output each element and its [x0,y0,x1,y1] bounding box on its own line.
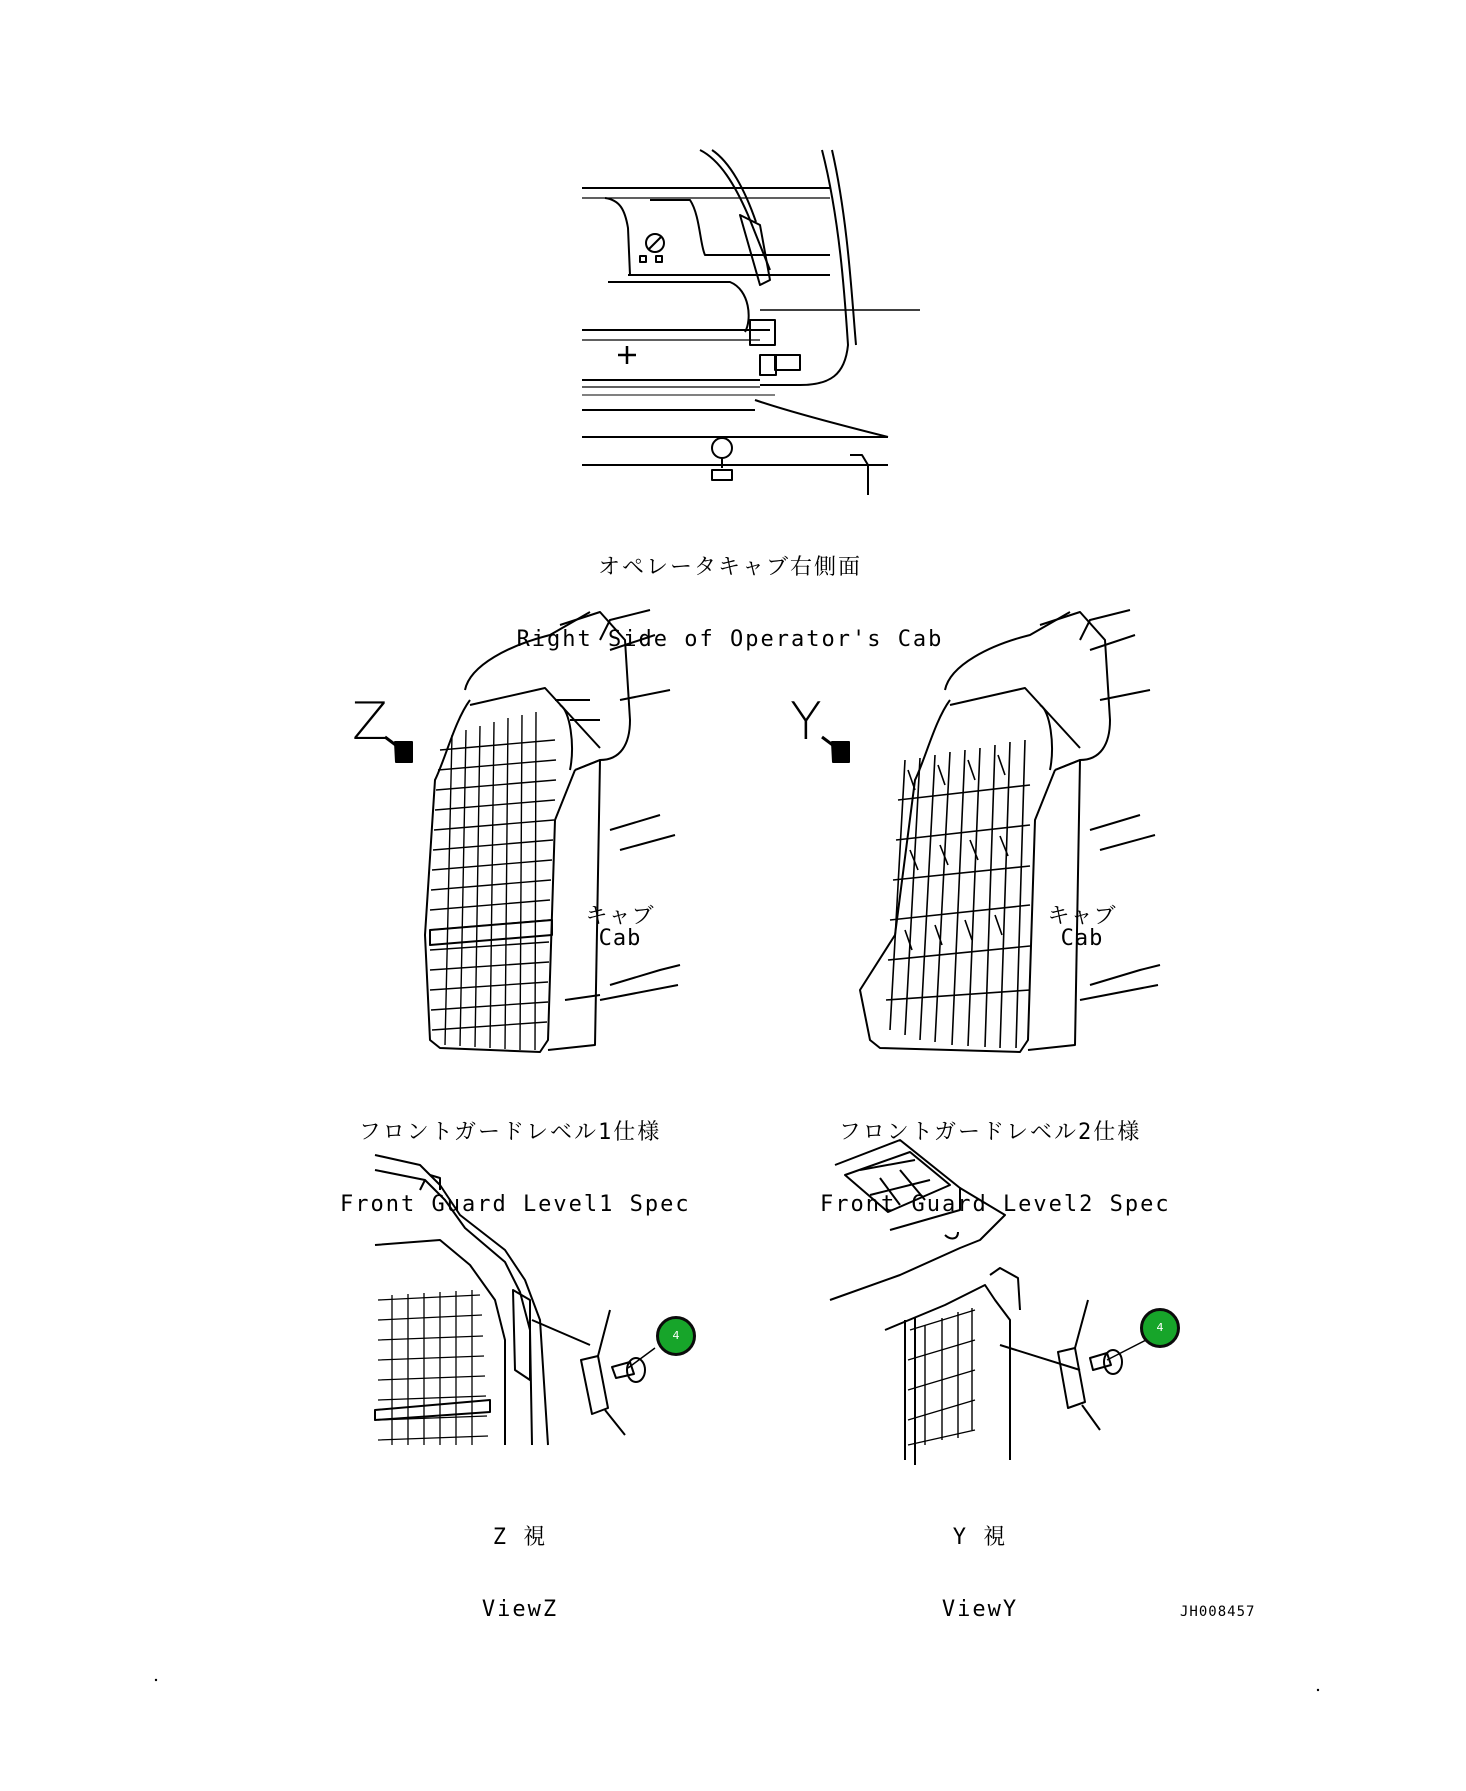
part-callout-4-view-y[interactable]: 4 [1140,1308,1180,1348]
caption-japanese: フロントガードレベル1仕様 [358,1120,662,1145]
level2-caption [820,1073,1171,1241]
top-view-caption [500,508,960,676]
cab-label-english: Cab [1060,926,1104,951]
cab-label-japanese: キャブ [1047,904,1117,929]
caption-japanese: Y 視 [952,1525,1008,1550]
caption-japanese: オペレータキャブ右側面 [597,555,862,580]
registration-mark [155,1679,157,1681]
front-guard-level2-drawing [860,610,1160,1052]
cab-label-english: Cab [598,926,642,951]
operator-cab-side-drawing [582,150,920,495]
view-z-caption [440,1478,600,1646]
caption-english: ViewY [941,1597,1019,1622]
level1-caption [340,1073,691,1241]
front-guard-level1-drawing [425,610,680,1052]
caption-japanese: Z 視 [492,1525,548,1550]
cab-label-japanese: キャブ [585,904,655,929]
cab-label-level2 [1042,906,1122,950]
view-y-caption [900,1478,1060,1646]
caption-japanese: フロントガードレベル2仕様 [838,1120,1142,1145]
arrow-letter-y: Y [790,692,822,752]
arrow-letter-z: Z [352,692,388,752]
part-callout-4-view-z[interactable]: 4 [656,1316,696,1356]
caption-english: Front Guard Level2 Spec [820,1192,1171,1217]
cab-label-level1 [580,906,660,950]
registration-mark [1317,1689,1319,1691]
drawing-code: JH008457 [1180,1604,1256,1620]
caption-english: ViewZ [481,1597,559,1622]
caption-english: Right Side of Operator's Cab [516,627,944,652]
caption-english: Front Guard Level1 Spec [340,1192,691,1217]
